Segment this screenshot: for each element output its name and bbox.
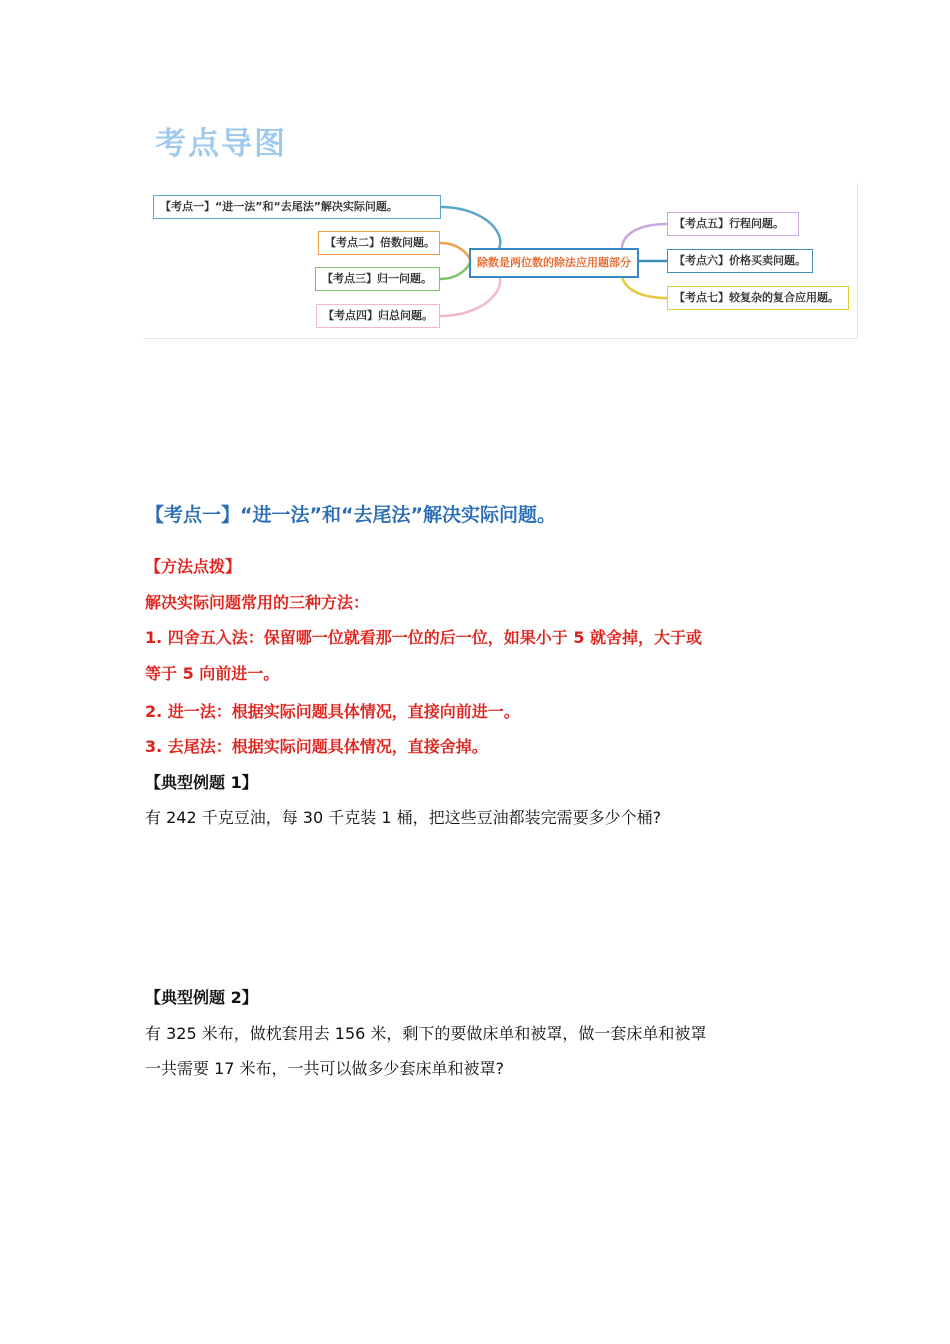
method-title: 【方法点拨】 [145,557,242,576]
node-kaodian-4: 【考点四】归总问题。 [316,304,440,328]
method-intro: 解决实际问题常用的三种方法： [145,593,370,612]
node-kaodian-3: 【考点三】归一问题。 [315,267,440,291]
method-truncate: 3. 去尾法：根据实际问题具体情况，直接舍掉。 [145,737,488,756]
method-rounding-line2: 等于 5 向前进一。 [145,664,280,683]
node-kaodian-7: 【考点七】较复杂的复合应用题。 [667,286,849,310]
center-node: 除数是两位数的除法应用题部分 [469,248,639,278]
connector-2 [440,243,470,261]
example2-line2: 一共需要 17 米布，一共可以做多少套床单和被罩? [145,1059,505,1078]
example2-line1: 有 325 米布，做枕套用去 156 米，剩下的要做床单和被罩，做一套床单和被罩 [145,1024,707,1043]
connector-3 [440,261,470,279]
example2-title: 【典型例题 2】 [145,988,258,1007]
method-rounding-line1: 1. 四舍五入法：保留哪一位就看那一位的后一位，如果小于 5 就舍掉，大于或 [145,628,703,647]
example1-text: 有 242 千克豆油，每 30 千克装 1 桶，把这些豆油都装完需要多少个桶? [145,808,662,827]
method-round-up: 2. 进一法：根据实际问题具体情况，直接向前进一。 [145,702,520,721]
mindmap [143,183,858,339]
section-heading: 【考点一】“进一法”和“去尾法”解决实际问题。 [145,504,556,526]
node-kaodian-5: 【考点五】行程问题。 [667,212,799,236]
example1-title: 【典型例题 1】 [145,773,258,792]
mindmap-title: 考点导图 [155,126,287,162]
node-kaodian-6: 【考点六】价格买卖问题。 [667,249,813,273]
node-kaodian-1: 【考点一】“进一法”和“去尾法”解决实际问题。 [153,195,441,219]
node-kaodian-2: 【考点二】倍数问题。 [318,231,440,255]
